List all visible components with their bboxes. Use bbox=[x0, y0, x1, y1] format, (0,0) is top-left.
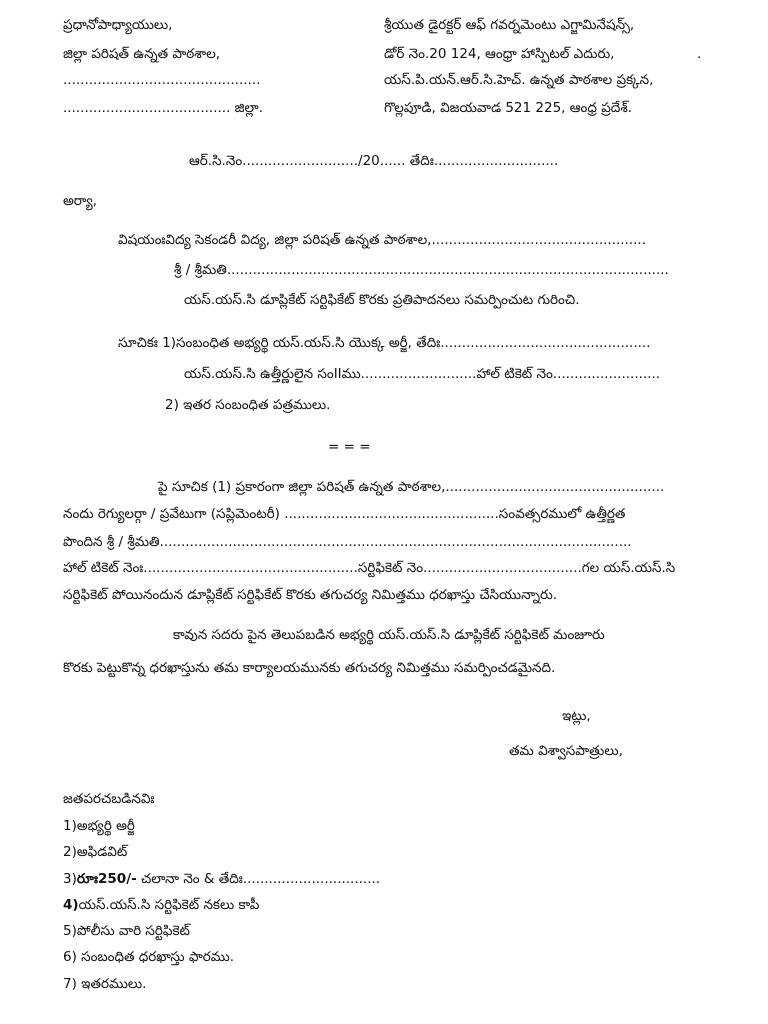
recipient-title: శ్రీయుత డైరక్టర్ ఆఫ్ గవర్నమెంటు ఎగ్జామినేషన్స్, bbox=[384, 17, 635, 33]
body-line-2: నందు రెగ్యులర్గా / ప్రవేటుగా (సప్లిమెంటరీ) ..................................................సంవత్సరములో ఉత్తీర్ణత bbox=[63, 506, 626, 522]
enclosure-text: పోలీసు వారి సర్టిఫికెట్ bbox=[76, 923, 190, 939]
enclosure-text: యస్.యస్.సి సర్టిఫికెట్ నకలు కాపీ bbox=[78, 897, 260, 913]
recipient-address-mark: . bbox=[697, 46, 702, 62]
body-line-3: పొందిన శ్రీ / శ్రీమతి.............................................................................................................. bbox=[63, 534, 632, 550]
enclosures-heading: జతపరచబడినవిః bbox=[63, 791, 155, 807]
enclosure-number: 6) bbox=[63, 949, 82, 965]
sender-district: ....................................... జిల్లా. bbox=[63, 100, 263, 116]
recipient-address-city: గొల్లపూడి, విజయవాడ 521 225, ఆంధ్ర ప్రదేశ్. bbox=[384, 100, 633, 116]
recipient-address-door: డోర్ నెం.20 124, ఆంధ్రా హాస్పిటల్ ఎదురు, bbox=[384, 46, 615, 62]
conclusion-line-1: కావున సదరు పైన తెలుపబడిన అభ్యర్థి యస్.యస్.సి డూప్లికేట్ సర్టిఫికెట్ మంజూరు bbox=[173, 627, 605, 643]
salutation: అర్యా, bbox=[63, 193, 97, 209]
enclosure-number: 1) bbox=[63, 818, 77, 834]
enclosure-item bbox=[63, 817, 135, 835]
sender-school: జిల్లా పరిషత్ ఉన్నత పాఠశాల, bbox=[63, 46, 221, 62]
reference-item-2: 2) ఇతర సంబంధిత పత్రములు. bbox=[165, 397, 331, 413]
enclosure-item bbox=[63, 948, 234, 966]
enclosure-item bbox=[63, 870, 380, 888]
enclosure-item bbox=[63, 975, 146, 993]
enclosure-item bbox=[63, 843, 127, 861]
enclosure-text: సంబంధిత ధరఖాస్తు ఫారము. bbox=[81, 949, 235, 965]
enclosure-number: 3) bbox=[63, 871, 77, 887]
reference-number: ఆర్.సి.నెం.........................../20...... తేదిః............................. bbox=[189, 153, 559, 169]
enclosure-amount: రూః250/- bbox=[76, 871, 137, 887]
enclosure-item bbox=[63, 922, 190, 940]
reference-item-1-detail: యస్.యస్.సి ఉత్తీర్ణులైన సంIIము...........................హాల్ టికెట్ నెం......................... bbox=[184, 366, 661, 382]
subject-line-2: శ్రీ / శ్రీమతి....................................................................................................... bbox=[174, 262, 669, 278]
body-line-4: హాల్ టికెట్ నెంః..................................................సర్టిఫికెట్ నెం.....................................గల యస్.యస్.సి bbox=[63, 560, 676, 576]
enclosure-number: 5) bbox=[63, 923, 77, 939]
enclosure-text: చలానా నెం & తేదిః................................ bbox=[136, 871, 381, 887]
enclosure-number: 2) bbox=[63, 844, 77, 860]
conclusion-line-2: కొరకు పెట్టుకొన్న ధరఖాస్తును తమ కార్యాలయమునకు తగుచర్య నిమిత్తము సమర్పించడమైనది. bbox=[63, 660, 556, 676]
recipient-address-landmark: యస్.పి.యన్.ఆర్.సి.హెచ్. ఉన్నత పాఠశాల ప్రక్కన, bbox=[384, 72, 654, 88]
closing-signature: తమ విశ్వాసపాత్రులు, bbox=[509, 743, 623, 759]
enclosure-text: అఫిడవిట్ bbox=[76, 844, 128, 860]
enclosure-number: 7) bbox=[63, 976, 82, 992]
body-line-1: పై సూచిక (1) ప్రకారంగా జిల్లా పరిషత్ ఉన్నత పాఠశాల,................................................... bbox=[158, 479, 665, 495]
enclosure-text: ఇతరములు. bbox=[81, 976, 147, 992]
enclosure-item bbox=[63, 896, 259, 914]
separator: = = = bbox=[328, 439, 371, 455]
subject-line-3: యస్.యస్.సి డూప్లికేట్ సర్టిఫికేట్ కొరకు ప్రతిపాదనలు సమర్పించుట గురించి. bbox=[184, 292, 580, 308]
reference-item-1: సూచికః 1)సంబంధిత అభ్యర్థి యస్.యస్.సి యొక్క అర్జీ, తేదిః................................................. bbox=[118, 335, 651, 351]
sender-title: ప్రధానోపాధ్యాయులు, bbox=[63, 17, 173, 33]
subject-line-1: విషయంఃవిద్య సెకండరీ విద్య, జిల్లా పరిషత్ ఉన్నత పాఠశాల,.................................................. bbox=[118, 232, 647, 248]
enclosure-text: అభ్యర్థి అర్జీ bbox=[76, 818, 135, 834]
sender-blank-line: .............................................. bbox=[63, 72, 261, 88]
body-line-5: సర్టిఫికెట్ పోయినందున డూప్లికేట్ సర్టిఫికేట్ కొరకు తగుచర్య నిమిత్తము ధరఖాస్తు చేసియున్నారు. bbox=[63, 587, 558, 603]
enclosure-number: 4) bbox=[63, 897, 79, 913]
closing-phrase: ఇట్లు, bbox=[562, 708, 591, 724]
